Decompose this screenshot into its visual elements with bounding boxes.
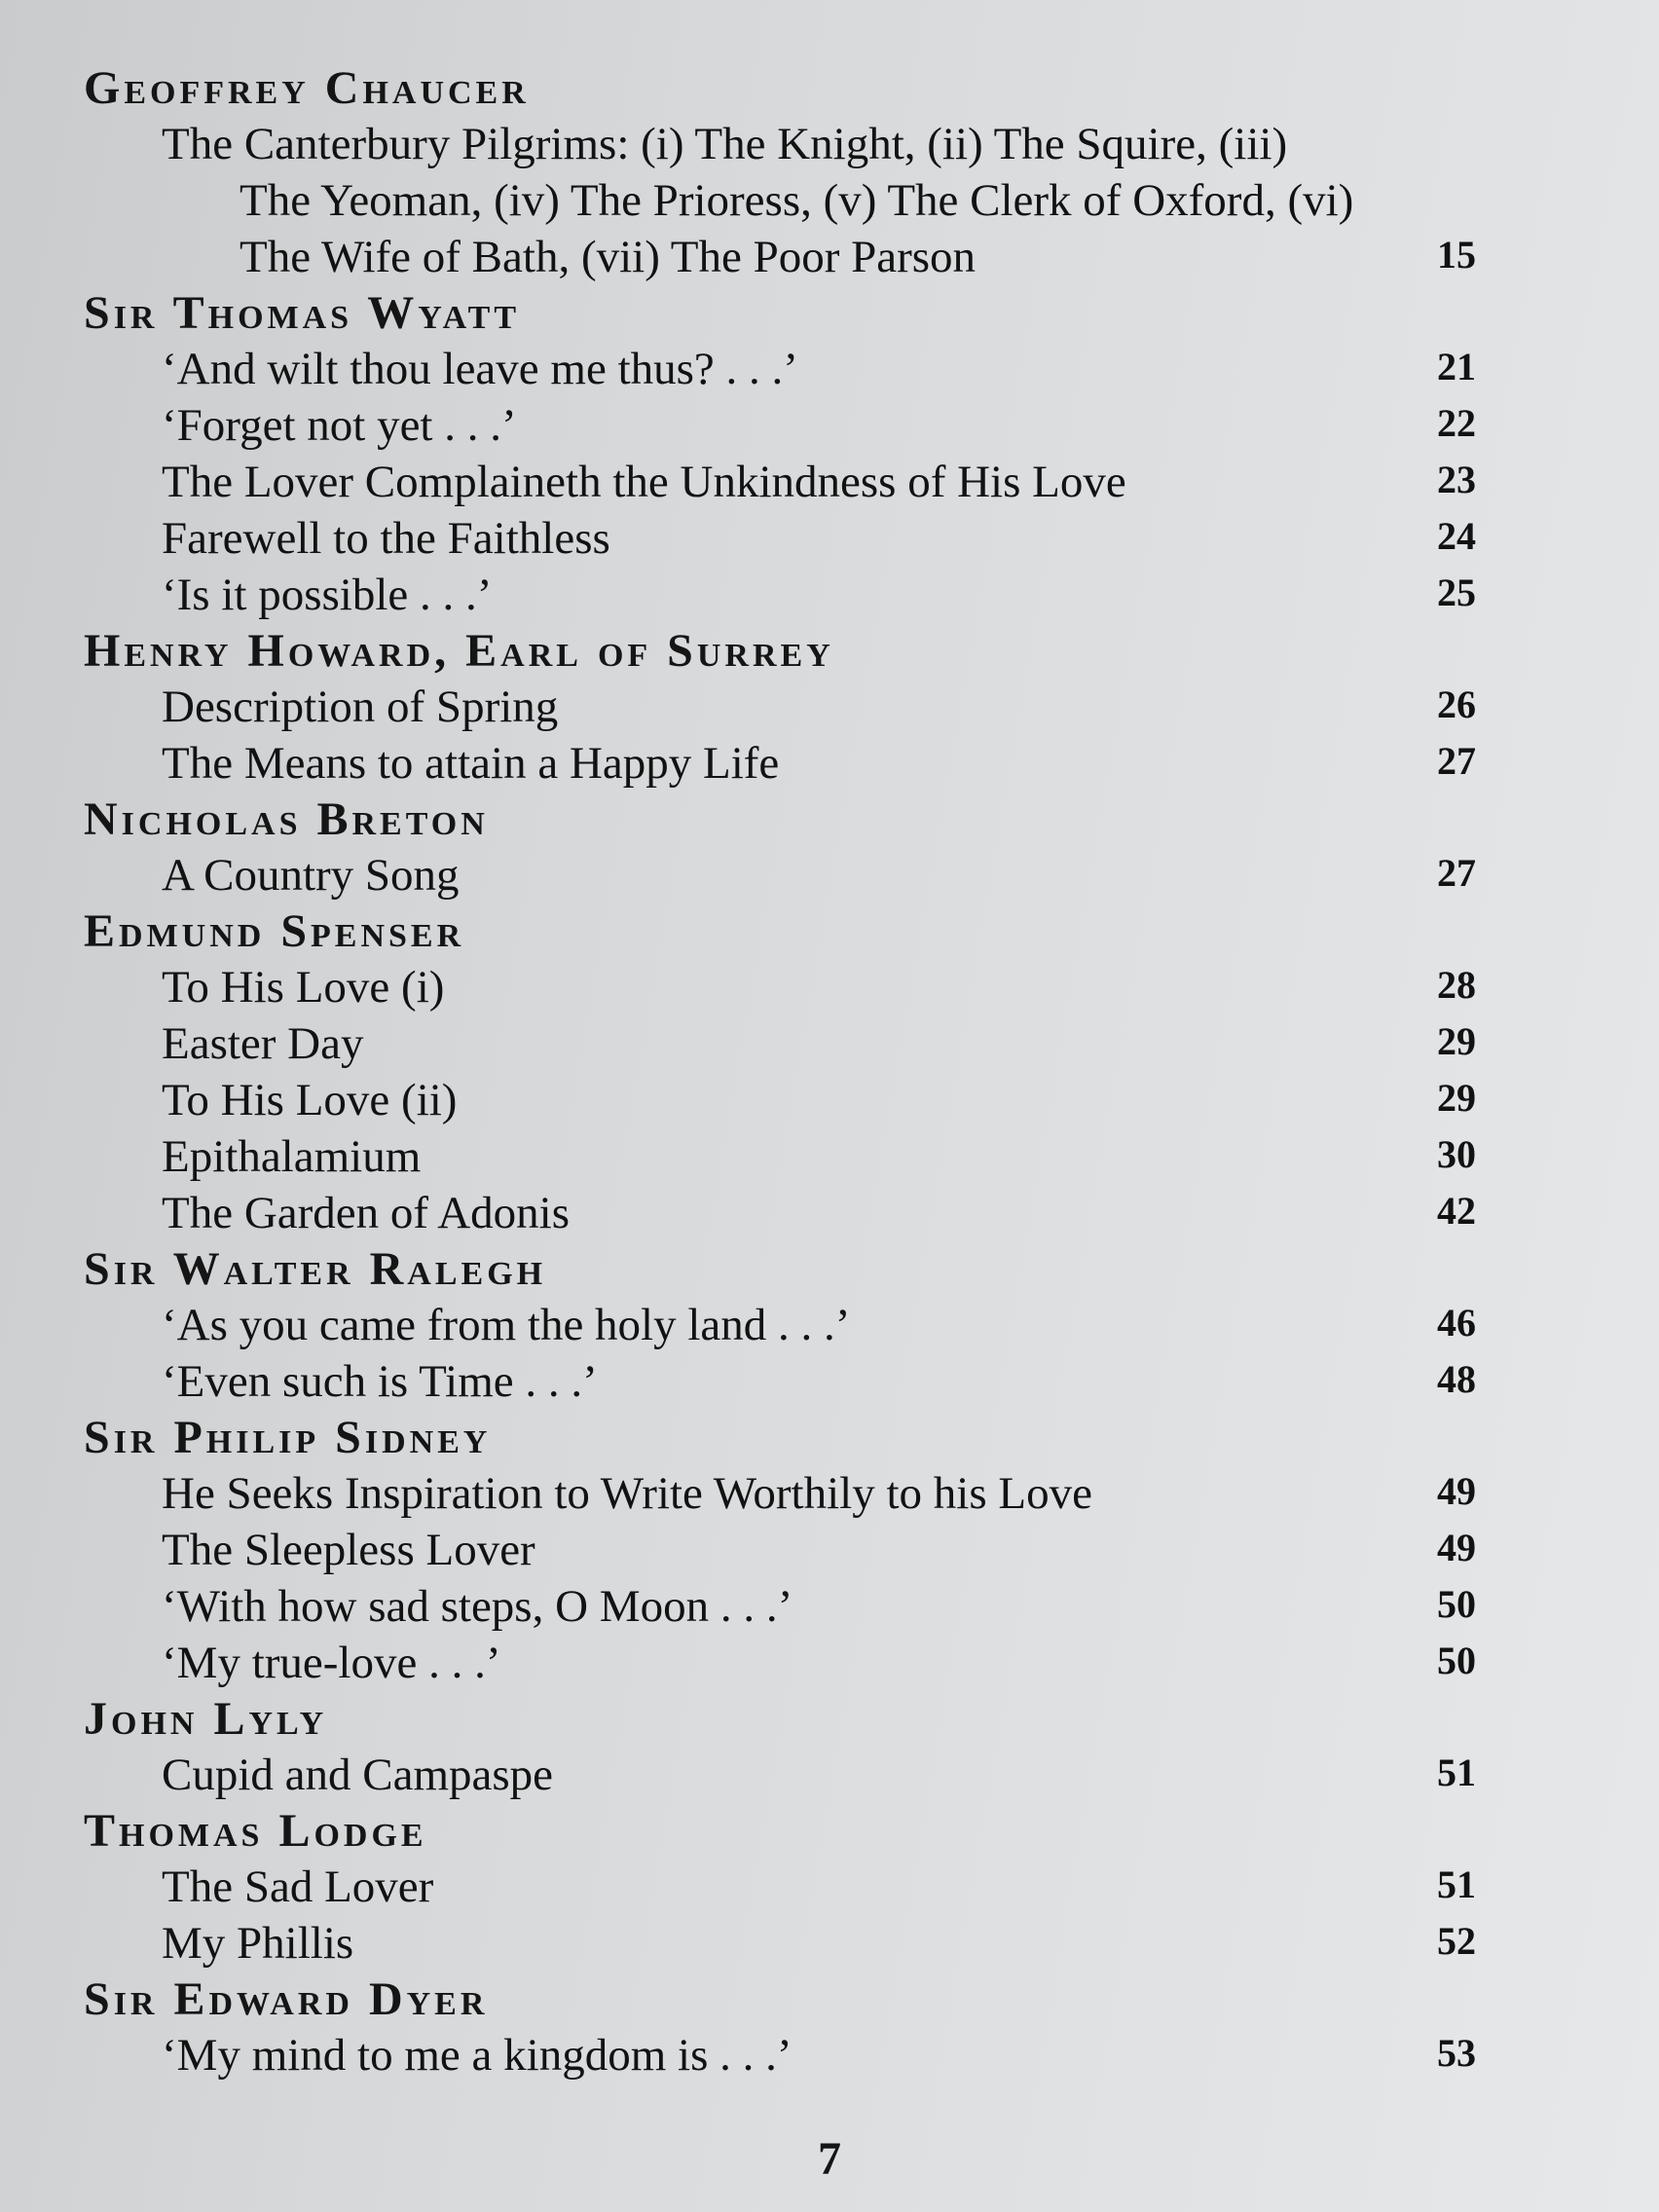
entry-page-number: 46 (1437, 1301, 1476, 1345)
entry-page-number: 22 (1437, 401, 1476, 445)
toc-entry[interactable] (84, 1297, 1476, 1353)
page-number: 7 (818, 2133, 841, 2185)
author-heading: Nicholas Breton (84, 793, 489, 845)
entry-title: Farewell to the Faithless (162, 513, 610, 564)
author-heading: Henry Howard, Earl of Surrey (84, 625, 834, 677)
author-heading: Sir Philip Sidney (84, 1412, 492, 1463)
entry-title: The Lover Complaineth the Unkindness of His Love (162, 457, 1126, 507)
author-heading: Sir Walter Ralegh (84, 1243, 547, 1295)
entry-title: ‘With how sad steps, O Moon . . .’ (162, 1581, 793, 1632)
author-heading: Sir Edward Dyer (84, 1973, 489, 2025)
entry-title: Description of Spring (162, 682, 559, 732)
toc-entry[interactable] (84, 1015, 1476, 1072)
entry-page-number: 49 (1437, 1469, 1476, 1513)
toc-entry[interactable] (84, 341, 1476, 397)
entry-page-number: 51 (1437, 1862, 1476, 1906)
entry-title: To His Love (i) (162, 962, 445, 1013)
toc-entry[interactable] (84, 454, 1476, 510)
toc-entry[interactable] (84, 1747, 1476, 1803)
entry-title: ‘Even such is Time . . .’ (162, 1356, 598, 1407)
toc-entry[interactable] (84, 397, 1476, 454)
entry-title: The Garden of Adonis (162, 1188, 570, 1238)
entry-title: The Canterbury Pilgrims: (i) The Knight, (ii) The Squire, (iii) The Yeoman, (iv) The Prioress, (v) The Clerk of Oxford, (vi) The Wife of Bath, (vii) The Poor Parson (162, 119, 1354, 282)
entry-title: ‘Is it possible . . .’ (162, 570, 493, 620)
entry-title: A Country Song (162, 850, 460, 901)
toc-entry[interactable] (84, 1185, 1476, 1241)
entry-title: Epithalamium (162, 1131, 422, 1182)
toc-entry[interactable] (84, 1635, 1476, 1691)
entry-page-number: 26 (1437, 682, 1476, 726)
toc-entry[interactable] (84, 1859, 1476, 1915)
entry-page-number: 25 (1437, 571, 1476, 614)
toc-entry[interactable] (84, 1578, 1476, 1635)
toc-entry[interactable] (84, 959, 1476, 1015)
entry-page-number: 27 (1437, 739, 1476, 783)
entry-title: Easter Day (162, 1018, 364, 1069)
toc-entry[interactable] (84, 1353, 1476, 1410)
entry-page-number: 49 (1437, 1526, 1476, 1569)
entry-title: My Phillis (162, 1918, 354, 1969)
toc-entry[interactable] (84, 116, 1476, 285)
entry-page-number: 27 (1437, 851, 1476, 895)
entry-page-number: 29 (1437, 1076, 1476, 1120)
toc-entry[interactable] (84, 1522, 1476, 1578)
author-heading: Edmund Spenser (84, 905, 465, 957)
toc-entry[interactable] (84, 1128, 1476, 1185)
entry-page-number: 23 (1437, 458, 1476, 501)
entry-title: The Sad Lover (162, 1862, 434, 1912)
entry-title: Cupid and Campaspe (162, 1750, 554, 1800)
author-heading: Thomas Lodge (84, 1805, 427, 1857)
entry-page-number: 50 (1437, 1582, 1476, 1626)
toc-entry[interactable] (84, 510, 1476, 567)
toc-entry[interactable] (84, 679, 1476, 735)
author-heading: John Lyly (84, 1693, 328, 1745)
entry-page-number: 24 (1437, 514, 1476, 558)
entry-page-number: 28 (1437, 963, 1476, 1007)
table-of-contents (84, 60, 1476, 2083)
entry-title: ‘My mind to me a kingdom is . . .’ (162, 2030, 793, 2081)
entry-page-number: 15 (1437, 233, 1476, 276)
entry-page-number: 53 (1437, 2031, 1476, 2075)
toc-entry[interactable] (84, 1072, 1476, 1128)
author-heading: Sir Thomas Wyatt (84, 287, 521, 339)
entry-page-number: 52 (1437, 1919, 1476, 1963)
entry-page-number: 21 (1437, 345, 1476, 388)
entry-page-number: 50 (1437, 1639, 1476, 1682)
toc-entry[interactable] (84, 567, 1476, 623)
entry-page-number: 29 (1437, 1019, 1476, 1063)
entry-title: To His Love (ii) (162, 1075, 458, 1125)
entry-page-number: 48 (1437, 1357, 1476, 1401)
author-heading: Geoffrey Chaucer (84, 62, 530, 114)
entry-title: ‘My true-love . . .’ (162, 1638, 501, 1688)
entry-title: The Sleepless Lover (162, 1525, 535, 1575)
entry-title: ‘And wilt thou leave me thus? . . .’ (162, 344, 798, 394)
toc-entry[interactable] (84, 1465, 1476, 1522)
entry-title: He Seeks Inspiration to Write Worthily to his Love (162, 1468, 1092, 1519)
toc-entry[interactable] (84, 2027, 1476, 2083)
toc-entry[interactable] (84, 847, 1476, 903)
entry-page-number: 51 (1437, 1751, 1476, 1794)
toc-entry[interactable] (84, 735, 1476, 792)
entry-page-number: 30 (1437, 1132, 1476, 1176)
entry-title: ‘Forget not yet . . .’ (162, 400, 517, 451)
entry-title: The Means to attain a Happy Life (162, 738, 780, 789)
entry-title: ‘As you came from the holy land . . .’ (162, 1300, 851, 1350)
entry-page-number: 42 (1437, 1189, 1476, 1233)
toc-entry[interactable] (84, 1915, 1476, 1972)
